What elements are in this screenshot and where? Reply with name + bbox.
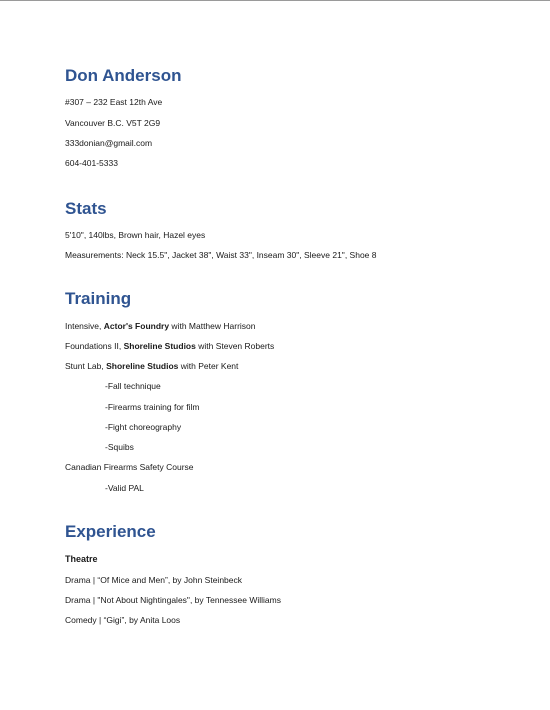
address-line-2: Vancouver B.C. V5T 2G9 — [65, 118, 161, 128]
training-item-instructor: with Peter Kent — [178, 361, 239, 371]
training-item-prefix: Intensive, — [65, 321, 104, 331]
theatre-subheading: Theatre — [65, 554, 98, 564]
firearms-license: -Valid PAL — [105, 483, 144, 493]
training-item — [65, 341, 274, 351]
training-item-instructor: with Matthew Harrison — [169, 321, 256, 331]
training-item-school: Actor's Foundry — [103, 321, 170, 331]
stats-measurements: Measurements: Neck 15.5", Jacket 38", Waist 33", Inseam 30", Sleeve 21", Shoe 8 — [65, 250, 377, 260]
training-item — [65, 361, 238, 371]
experience-heading: Experience — [65, 522, 156, 541]
experience-item: Comedy | “Gigi”, by Anita Loos — [65, 615, 181, 625]
stats-physical: 5'10", 140lbs, Brown hair, Hazel eyes — [65, 230, 206, 240]
stunt-skill: -Fall technique — [105, 381, 161, 391]
training-item-prefix: Foundations II, — [65, 341, 124, 351]
firearms-course: Canadian Firearms Safety Course — [65, 462, 194, 472]
page-top-border — [0, 0, 550, 1]
email-address: 333donian@gmail.com — [65, 138, 153, 148]
phone-number: 604-401-5333 — [65, 158, 118, 168]
training-item-school: Shoreline Studios — [123, 341, 196, 351]
stats-heading: Stats — [65, 199, 107, 218]
experience-item: Drama | “Of Mice and Men”, by John Steinbeck — [65, 575, 243, 585]
stunt-skill: -Firearms training for film — [105, 402, 200, 412]
resume-name: Don Anderson — [65, 66, 182, 85]
address-line-1: #307 – 232 East 12th Ave — [65, 97, 163, 107]
training-item — [65, 321, 256, 331]
experience-item: Drama | "Not About Nightingales", by Tennessee Williams — [65, 595, 281, 605]
stunt-skill: -Fight choreography — [105, 422, 182, 432]
training-item-school: Shoreline Studios — [106, 361, 179, 371]
training-item-instructor: with Steven Roberts — [195, 341, 275, 351]
stunt-skill: -Squibs — [105, 442, 134, 452]
training-heading: Training — [65, 289, 132, 308]
training-item-prefix: Stunt Lab, — [65, 361, 107, 371]
